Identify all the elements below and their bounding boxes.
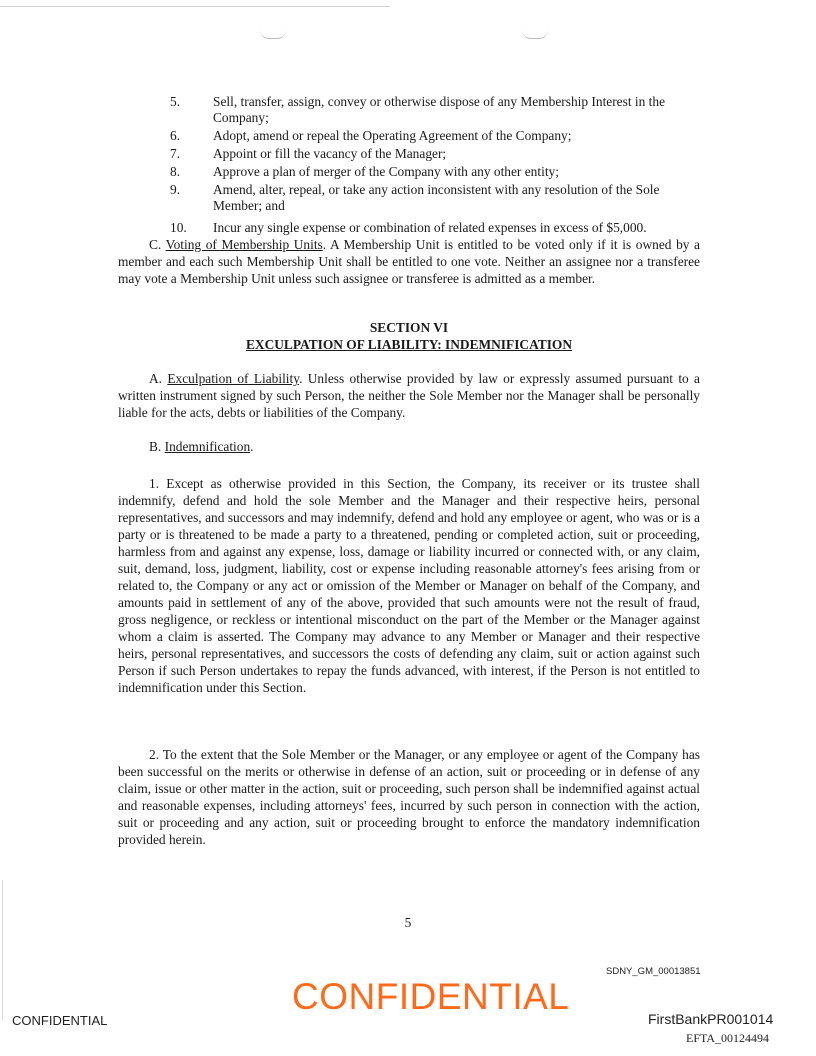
restricted-actions-list	[170, 94, 710, 238]
list-item	[170, 94, 710, 126]
list-item-text: Sell, transfer, assign, convey or otherwise dispose of any Membership Interest in the Company;	[213, 94, 666, 125]
efta-number: EFTA_00124494	[686, 1031, 770, 1045]
indemnification-paragraph-2: 2. To the extent that the Sole Member or the Manager, or any employee or agent of the Company has been successful on the merits or otherwise in defense of an action, suit or proceeding or in defense of any claim, issue or other matter in the action, suit or proceeding, such person shall be indemnified against actual and reasonable expenses, including attorneys' fees, incurred by such person in connection with the action, suit or proceeding and any action, suit or proceeding brought to enforce the mandatory indemnification provided herein.	[118, 747, 700, 847]
voting-paragraph	[118, 236, 700, 287]
list-item-number: 6.	[170, 128, 181, 143]
punch-hole-mark	[260, 30, 286, 39]
list-item	[170, 182, 710, 214]
list-item-text: Adopt, amend or repeal the Operating Agreement of the Company;	[213, 128, 572, 143]
section-number: SECTION VI	[369, 320, 449, 335]
indemnification-heading-paragraph	[118, 438, 700, 455]
list-item	[170, 146, 710, 162]
bates-number-top: SDNY_GM_00013851	[606, 966, 701, 977]
indemnification-heading: Indemnification	[164, 439, 251, 454]
list-item	[170, 220, 710, 236]
list-item-text: Incur any single expense or combination of related expenses in excess of $5,000.	[213, 220, 647, 235]
bates-number-bottom: FirstBankPR001014	[648, 1011, 774, 1027]
indemnification-prefix: B.	[149, 439, 165, 454]
list-item-number: 5.	[170, 94, 181, 109]
indemnification-suffix: .	[250, 439, 254, 454]
indemnification-paragraph-1: 1. Except as otherwise provided in this Section, the Company, its receiver or its trustee shall indemnify, defend and hold the sole Member and the Manager and their respective heirs, personal representatives, and successors and may indemnify, defend and hold any employee or agent, who was or is a party or is threatened to be made a party to a threatened, pending or completed action, suit or proceeding, harmless from and against any expense, loss, damage or liability incurred or connected with, or any claim, suit, demand, loss, judgment, liability, cost or expense including reasonable attorney's fees arising from or related to, the Company or any act or omission of the Member or Manager on behalf of the Company, and amounts paid in settlement of any of the above, provided that such amounts were not the result of fraud, gross negligence, or reckless or intentional misconduct on the part of the Member or the Manager against whom a claim is asserted. The Company may advance to any Member or Manager and their respective heirs, personal representatives, and successors the costs of defending any claim, suit or action against such Person if such Person undertakes to repay the funds advanced, with interest, if the Person is not entitled to indemnification under this Section.	[118, 476, 700, 695]
confidential-stamp: CONFIDENTIAL	[292, 976, 570, 1017]
list-item-text: Amend, alter, repeal, or take any action inconsistent with any resolution of the Sole Member; and	[213, 182, 660, 213]
list-item-number: 9.	[170, 182, 181, 197]
punch-hole-mark	[522, 30, 548, 39]
scan-edge-line	[0, 6, 390, 7]
exculpation-heading: Exculpation of Liability	[167, 371, 300, 386]
list-item-text: Appoint or fill the vacancy of the Manager;	[213, 146, 447, 161]
list-item	[170, 164, 710, 180]
list-item	[170, 128, 710, 144]
voting-body: . A Membership Unit is entitled to be voted only if it is owned by a member and each such Membership Unit shall be entitled to one vote. Neither an assignee nor a transferee may vote a Membership Unit unless such assignee or transferee is admitted as a member.	[118, 237, 700, 286]
exculpation-body: . Unless otherwise provided by law or expressly assumed pursuant to a written instrument signed by such Person, the neither the Sole Member nor the Manager shall be personally liable for the acts, debts or liabilities of the Company.	[118, 371, 700, 420]
page-number: 5	[404, 915, 412, 930]
voting-heading: Voting of Membership Units	[165, 237, 323, 252]
scan-margin-line	[2, 880, 3, 1020]
list-item-number: 10.	[170, 220, 187, 235]
exculpation-prefix: A.	[149, 371, 168, 386]
section-title: EXCULPATION OF LIABILITY: INDEMNIFICATION	[245, 337, 572, 352]
list-item-number: 7.	[170, 146, 181, 161]
list-item-text: Approve a plan of merger of the Company with any other entity;	[213, 164, 559, 179]
list-item-number: 8.	[170, 164, 181, 179]
exculpation-paragraph	[118, 370, 700, 421]
voting-prefix: C.	[149, 237, 166, 252]
confidential-label: CONFIDENTIAL	[12, 1013, 108, 1028]
